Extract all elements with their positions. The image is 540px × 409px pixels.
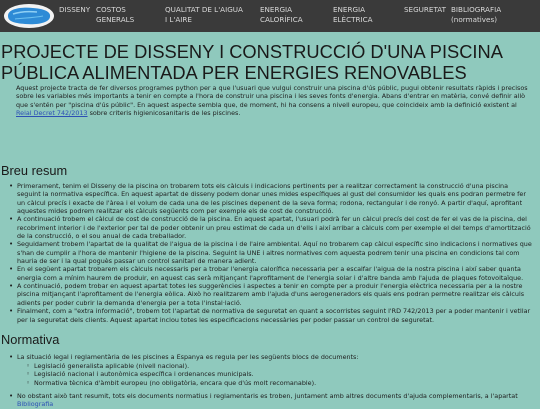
summary-list [0, 182, 532, 324]
normativa-list [0, 353, 532, 361]
nav-bibliografia[interactable]: BIBLIOGRAFIA (normatives) [451, 5, 502, 24]
bibliografia-link[interactable]: Bibliografia [17, 400, 54, 409]
list-item: • A continuació, podem trobar en aquest apartat totes les suggerències i aspectes a tenir en compte per a produir l'energia elèctrica necessaria per a la nostre piscina mitjançant l'aprofitament de l'energia eòlica. Això ho realitzarem amb l'ajuda d'uns aerogeneradors els quals ens podran permetre realitzar els càlculs adients per poder cubrir la demanda d'energia per a tota l'instal·lació. [0, 282, 532, 307]
intro-paragraph [16, 84, 534, 117]
intro-tail: sobre criteris higienicosanitaris de les piscines. [87, 108, 241, 117]
nav-qualitat-aigua-aire[interactable]: QUALITAT DE L'AIGUA I L'AIRE [165, 5, 243, 24]
normativa-last-text: No obstant això tant resumit, tots els documents normatius i reglamentaris es troben, juntament amb altres documents d'ajuda complementaris, a l'apartat [17, 392, 518, 400]
list-item: • Primerament, tenim el Disseny de la piscina on trobarem tots els càlculs i indicacions pertinents per a realitzar correctament la construcció d'una piscina seguint la normativa específica. En aquest apartat de disseny podem donar unes mides específiques al gust del consumidor les quals ens podran permetre fer un càlcul precís i exacte de l'àrea i el volum de cada una de les piscines depenent de la seva forma; rodona, rectangular i de ronyó. A partir d'aquí, aprofitant aquestes mides podrem realitzar els càlculs següents com per exemple els de cost de construcció. [0, 182, 532, 215]
list-item: ◦ Normativa tècnica d'àmbit europeu (no obligatòria, encara que d'ús molt recomanable). [0, 379, 532, 387]
intro-text: Aquest projecte tracta de fer diversos programes python per a que l'usuari que vulgui construir una piscina d'ús públic, pugui obtenir resultats ràpids i precisos sobre les variables més importants a tenir en compte a l'hora de construir una piscina i les seves fonts d'energia. Abans d'entrar en matèria, convé definir allò que s'entén per "piscina d'ús públic". En aquest aspecte sembla que, de moment, hi ha consens a nivell europeu, que coincideix amb la definició existent al [16, 84, 528, 109]
nav-seguretat[interactable]: SEGURETAT [404, 5, 447, 14]
list-item [0, 353, 532, 361]
nav-costos-generals[interactable]: COSTOS GENERALS [96, 5, 135, 24]
normativa-sublist [0, 362, 532, 387]
pool-logo-icon[interactable] [3, 2, 55, 29]
nav-disseny[interactable]: DISSENY [59, 5, 91, 14]
list-item: ◦ Legislació generalista aplicable (nivell nacional). [0, 362, 532, 370]
top-navigation-bar [0, 0, 540, 32]
list-item: • Finalment, com a "extra informació", trobem tot l'apartat de normativa de seguretat en quant a socorristes seguint l'RD 742/2013 per a poder mantenir i vetllar per la seguretat dels clients. Aquest apartat inclou totes les especificacions necessàries per poder passar un control de seguretat. [0, 307, 532, 324]
nav-energia-calorifica[interactable]: ENERGIA CALORÍFICA [260, 5, 303, 24]
list-item: ◦ Legislació nacional i autonòmica específica i ordenances municipals. [0, 370, 532, 378]
list-item: • En el següent apartat trobarem els càlculs necessaris per a trobar l'energia calorífica necessaria per a escalfar l'aigua de la nostra piscina i així saber quanta energia com a mínim haurem de produir, en aquest cas serà mitjançant l'aprofitament de l'energia solar i d'altre banda amb l'ajuda de plaques fotovoltaïque. [0, 265, 532, 282]
nav-energia-electrica[interactable]: ENERGIA ELÈCTRICA [333, 5, 373, 24]
normativa-list-last [0, 392, 532, 409]
list-item: • Seguidament trobem l'apartat de la qualitat de l'aigua de la piscina i de l'aire ambiental. Aquí no trobarem cap càlcul específic sino indicacions i normatives que s'han de cumplir a l'hora de mantenir l'higiene de la piscina. Seguint la UNE i altres normatives com aquesta podrem tenir una piscina en condicions tal com hauria de ser i la qual poguès passar un control sanitari de manera adient. [0, 240, 532, 265]
normativa-intro: La situació legal i reglamentària de les piscines a Espanya es regula per les següents blocs de documents: [17, 353, 359, 361]
summary-heading: Breu resum [1, 163, 68, 178]
normativa-heading: Normativa [1, 332, 60, 347]
page-title: PROJECTE DE DISSENY I CONSTRUCCIÓ D'UNA PISCINA PÚBLICA ALIMENTADA PER ENERGIES RENOVABLES [1, 41, 502, 83]
reial-decret-link[interactable]: Reial Decret 742/2013 [16, 108, 88, 117]
list-item: • A continuació trobem el càlcul de cost de construcció de la piscina. En aquest apartat, l'usuari podrà fer un càlcul precís del cost de fer el vas de la piscina, del recobriment interior i de l'exterior per tal de poder obtenir un preu estimat de cada un d'ells i així arribar a càlculs com per exemple el del temps d'amortització de la construcció, o el sou anual de cada treballador. [0, 215, 532, 240]
list-item [0, 392, 532, 409]
